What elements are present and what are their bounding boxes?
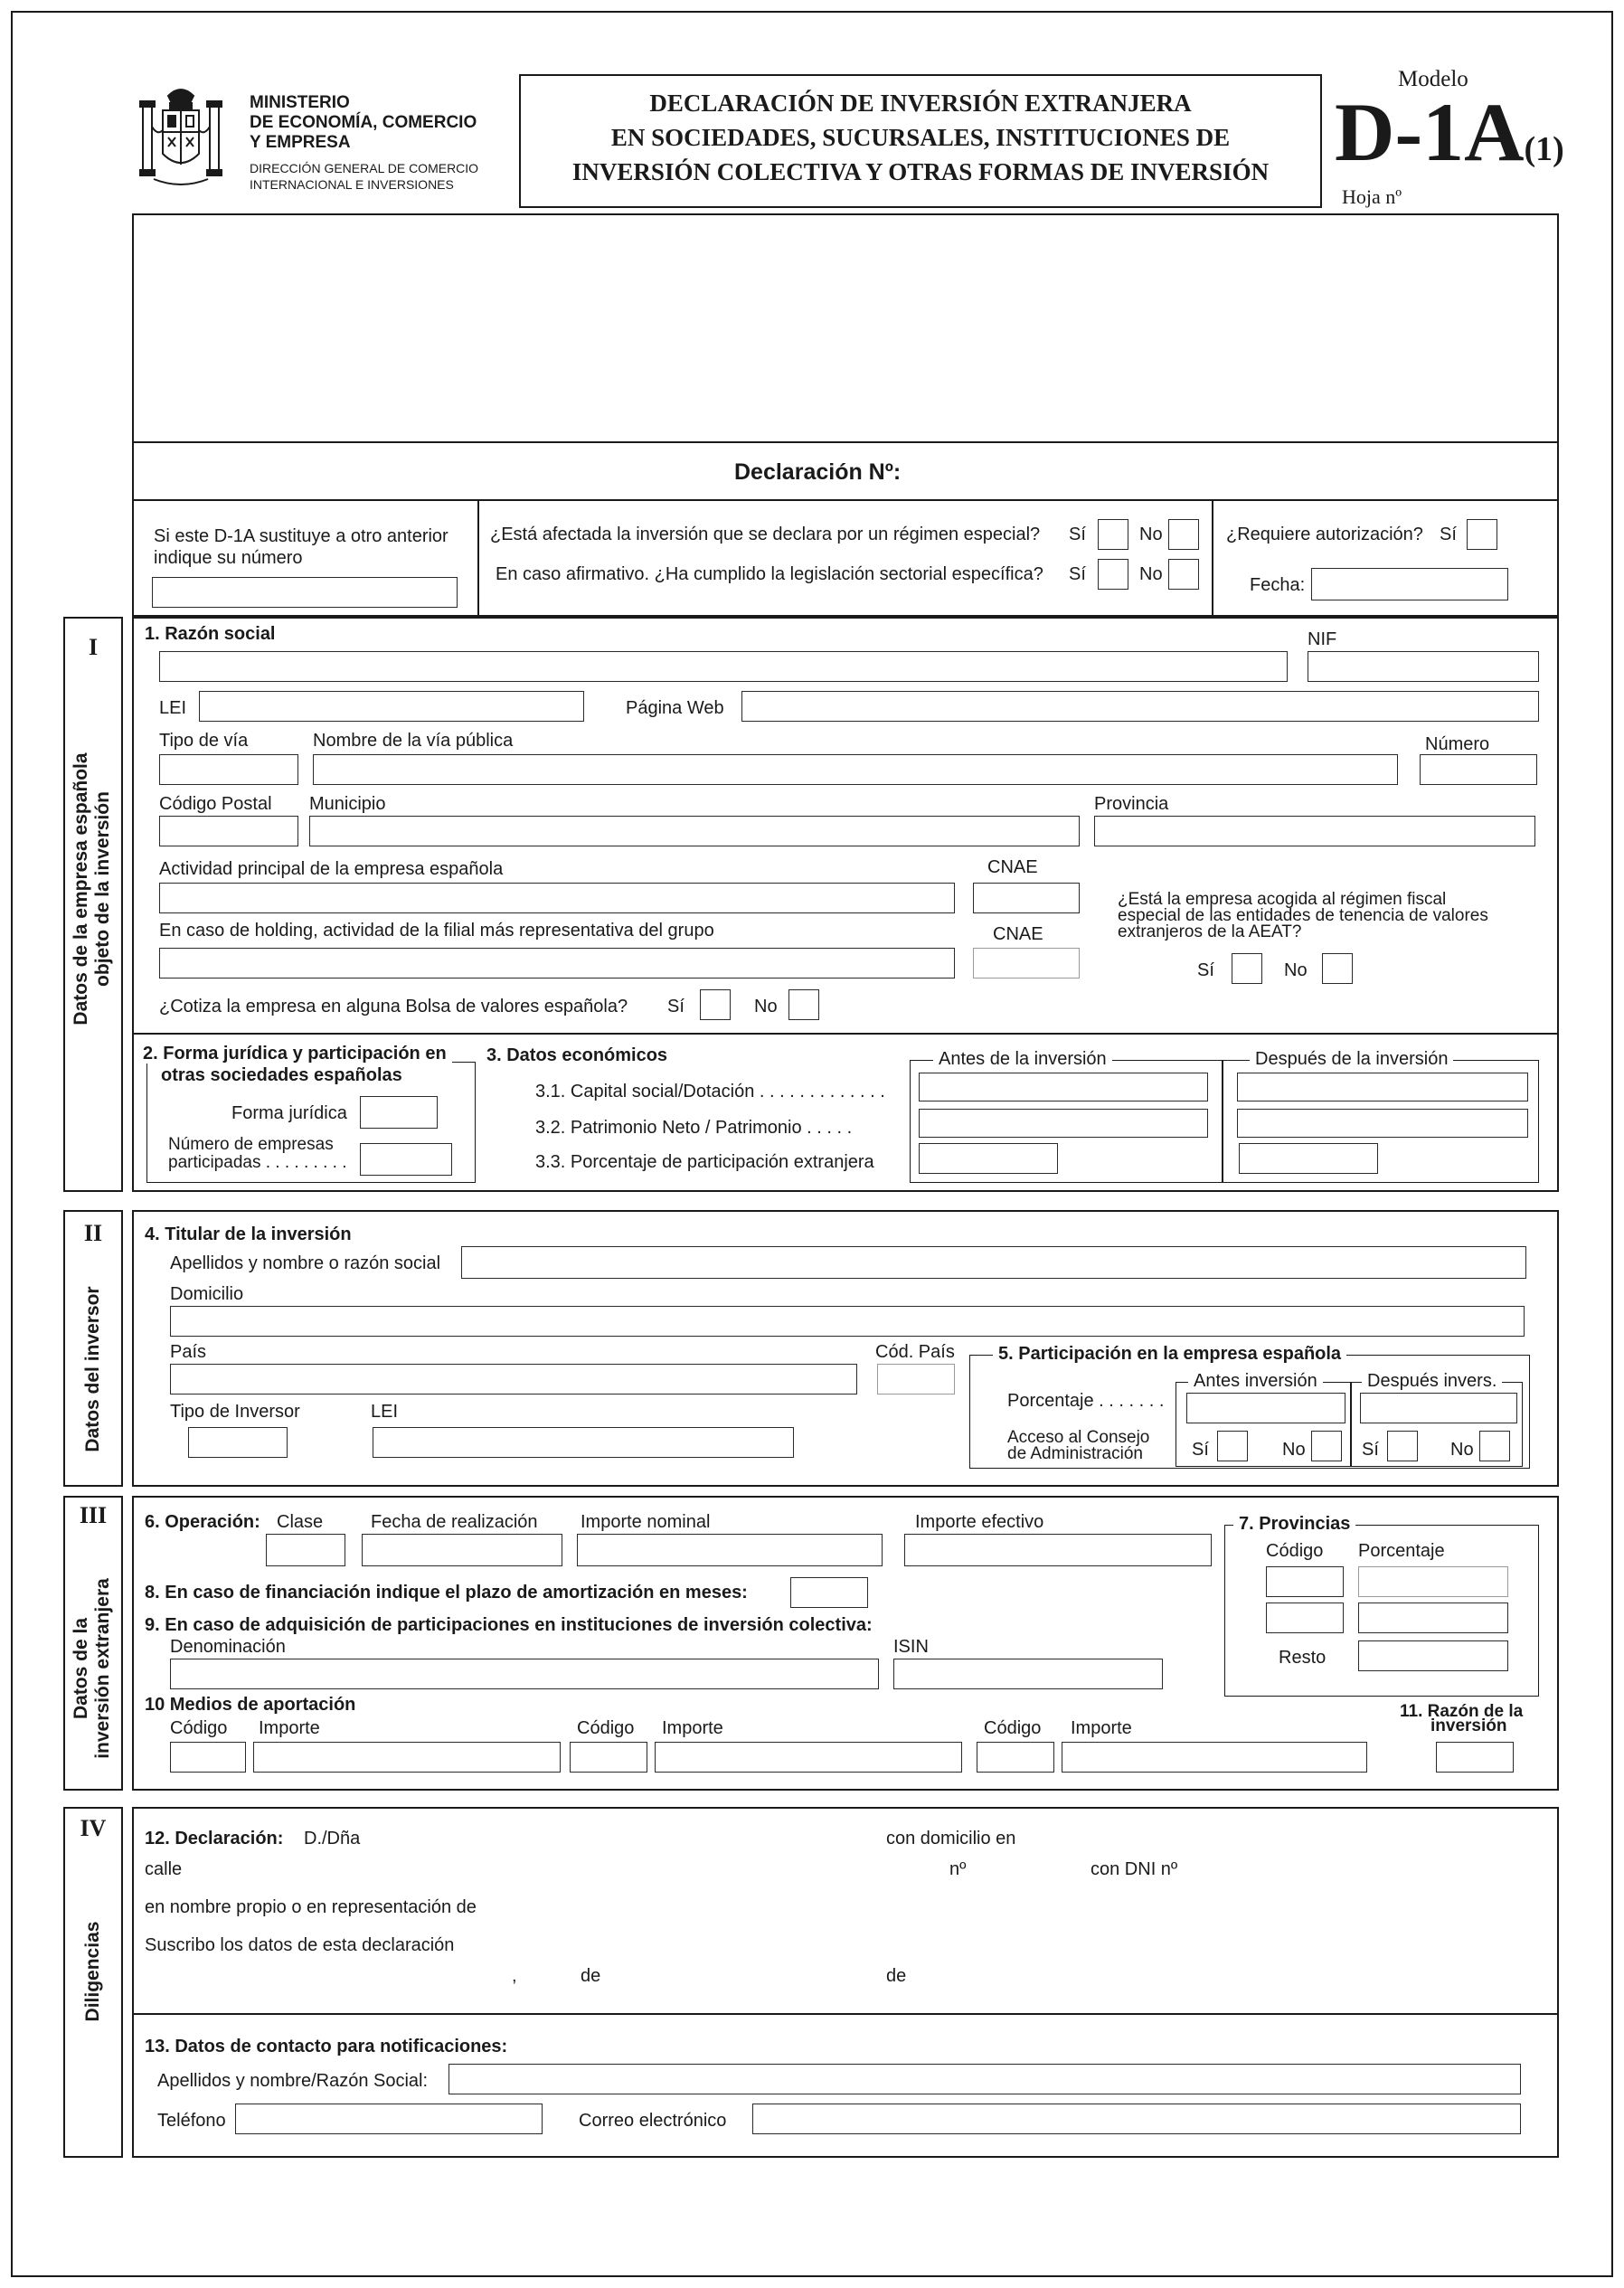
forma-title-1-text: 2. Forma jurídica y participación en	[143, 1044, 447, 1064]
legislacion-si-label: Sí	[1069, 564, 1086, 584]
autorizacion-si-label: Sí	[1440, 525, 1457, 544]
actividad-label: Actividad principal de la empresa española	[159, 859, 504, 879]
capital-antes-input[interactable]	[919, 1073, 1208, 1101]
legislacion-si-checkbox[interactable]	[1098, 559, 1128, 590]
provincia-1-porcentaje-input[interactable]	[1358, 1566, 1508, 1597]
medios-label: 10 Medios de aportación	[145, 1695, 356, 1715]
cotiza-label: ¿Cotiza la empresa en alguna Bolsa de valores española?	[159, 997, 628, 1016]
correo-label: Correo electrónico	[579, 2111, 727, 2131]
nombre-via-input[interactable]	[313, 754, 1398, 785]
medios-importe-3-label: Importe	[1071, 1718, 1132, 1738]
pais-label: País	[170, 1342, 207, 1362]
modelo-label: Modelo	[1398, 67, 1468, 91]
nif-input[interactable]	[1308, 651, 1539, 682]
suscribo-label: Suscribo los datos de esta declaración	[145, 1935, 455, 1955]
capital-label: 3.1. Capital social/Dotación . . . . . . . . . . . . .	[535, 1082, 885, 1101]
regimen-no-checkbox[interactable]	[1168, 519, 1199, 550]
acceso-antes-si-label: Sí	[1192, 1440, 1209, 1460]
top-block	[132, 213, 1559, 617]
tipo-via-label: Tipo de vía	[159, 731, 249, 751]
section-1-roman: I	[88, 634, 99, 660]
section-4-roman: IV	[80, 1815, 107, 1841]
representacion-label: en nombre propio o en representación de	[145, 1897, 477, 1917]
fecha-realizacion-label: Fecha de realización	[371, 1512, 538, 1532]
apellidos-label: Apellidos y nombre o razón social	[170, 1253, 441, 1273]
codigo-postal-label: Código Postal	[159, 794, 272, 814]
nif-label: NIF	[1308, 629, 1337, 649]
modelo-code-text: D-1A	[1335, 86, 1525, 178]
section-1-side-label-1: Datos de la empresa española	[71, 752, 91, 1026]
importe-nominal-input[interactable]	[577, 1534, 883, 1566]
razon-social-label: 1. Razón social	[145, 624, 276, 644]
con-domicilio-label: con domicilio en	[886, 1829, 1016, 1848]
patrimonio-label: 3.2. Patrimonio Neto / Patrimonio . . . . .	[535, 1118, 853, 1138]
provincias-legend: 7. Provincias	[1233, 1514, 1355, 1534]
sustituye-label-1: Si este D-1A sustituye a otro anterior	[154, 526, 448, 546]
medios-importe-2-input[interactable]	[655, 1742, 962, 1773]
lei-inversor-label: LEI	[371, 1402, 399, 1422]
form-title-line-1: DECLARACIÓN DE INVERSIÓN EXTRANJERA	[649, 90, 1192, 117]
modelo-note: (1)	[1524, 130, 1564, 168]
denominacion-label: Denominación	[170, 1637, 286, 1657]
section-4-side-label: Diligencias	[82, 1921, 103, 2022]
codigo-postal-input[interactable]	[159, 816, 298, 846]
legislacion-question: En caso afirmativo. ¿Ha cumplido la legislación sectorial específica?	[496, 564, 1043, 584]
resto-input[interactable]	[1358, 1640, 1508, 1671]
datos-economicos-label: 3. Datos económicos	[486, 1045, 668, 1065]
fecha-label: Fecha:	[1250, 575, 1306, 595]
acceso-label-2: de Administración	[1007, 1444, 1143, 1463]
provincia-input[interactable]	[1094, 816, 1535, 846]
acceso-label-1: Acceso al Consejo	[1007, 1428, 1150, 1447]
contacto-label: 13. Datos de contacto para notificaciones:	[145, 2037, 508, 2056]
acceso-antes-si-checkbox[interactable]	[1217, 1431, 1248, 1461]
participacion-antes-input[interactable]	[1186, 1393, 1345, 1423]
section-1-side-label	[71, 672, 116, 1106]
antes-legend: Antes de la inversión	[933, 1049, 1112, 1069]
cotiza-no-checkbox[interactable]	[788, 989, 819, 1020]
porcentaje-antes-input[interactable]	[919, 1143, 1058, 1174]
tipo-inversor-label: Tipo de Inversor	[170, 1402, 300, 1422]
dna-label: D./Dña	[304, 1829, 361, 1848]
despues-inversion-legend: Después invers.	[1362, 1371, 1502, 1391]
isin-label: ISIN	[893, 1637, 929, 1657]
telefono-label: Teléfono	[157, 2111, 226, 2131]
medios-importe-3-input[interactable]	[1062, 1742, 1367, 1773]
autorizacion-question: ¿Requiere autorización?	[1226, 525, 1423, 544]
calle-label: calle	[145, 1859, 183, 1879]
domicilio-label: Domicilio	[170, 1284, 244, 1304]
legislacion-no-label: No	[1139, 564, 1163, 584]
num-empresas-input[interactable]	[360, 1143, 452, 1176]
section-3-side-label-1: Datos de la	[71, 1617, 91, 1720]
razon-inversion-input[interactable]	[1436, 1742, 1514, 1773]
regimen-no-label: No	[1139, 525, 1163, 544]
importe-efectivo-input[interactable]	[904, 1534, 1212, 1566]
participacion-porcentaje-label: Porcentaje . . . . . . .	[1007, 1391, 1165, 1411]
regimen-fiscal-q-1: ¿Está la empresa acogida al régimen fiscal	[1118, 890, 1447, 909]
capital-despues-input[interactable]	[1237, 1073, 1528, 1101]
direction-name-2: INTERNACIONAL E INVERSIONES	[250, 177, 454, 192]
holding-input[interactable]	[159, 948, 955, 979]
ministry-name-2: DE ECONOMÍA, COMERCIO	[250, 113, 477, 132]
financiacion-label: 8. En caso de financiación indique el plazo de amortización en meses:	[145, 1583, 748, 1603]
regimen-si-label: Sí	[1069, 525, 1086, 544]
importe-nominal-label: Importe nominal	[581, 1512, 711, 1532]
fiscal-no-label: No	[1284, 960, 1308, 980]
num-label: nº	[949, 1859, 967, 1879]
cotiza-si-label: Sí	[667, 997, 685, 1016]
acceso-despues-no-checkbox[interactable]	[1479, 1431, 1510, 1461]
provincia-1-codigo-input[interactable]	[1266, 1566, 1344, 1597]
numero-label: Número	[1425, 734, 1490, 754]
medios-importe-1-input[interactable]	[253, 1742, 561, 1773]
acceso-despues-si-checkbox[interactable]	[1387, 1431, 1418, 1461]
date-de-1: de	[581, 1966, 601, 1986]
lei-input[interactable]	[199, 691, 584, 722]
patrimonio-despues-input[interactable]	[1237, 1109, 1528, 1138]
clase-label: Clase	[277, 1512, 324, 1532]
municipio-input[interactable]	[309, 816, 1080, 846]
municipio-label: Municipio	[309, 794, 386, 814]
holding-label: En caso de holding, actividad de la filial más representativa del grupo	[159, 921, 714, 941]
forma-title-2: otras sociedades españolas	[161, 1065, 402, 1085]
clase-input[interactable]	[266, 1534, 345, 1566]
cnae-holding-label: CNAE	[993, 924, 1043, 944]
fiscal-si-checkbox[interactable]	[1232, 953, 1262, 984]
fiscal-no-checkbox[interactable]	[1322, 953, 1353, 984]
acceso-antes-no-checkbox[interactable]	[1311, 1431, 1342, 1461]
medios-codigo-1-label: Código	[170, 1718, 228, 1738]
acceso-despues-si-label: Sí	[1362, 1440, 1379, 1460]
lei-label: LEI	[159, 698, 187, 718]
correo-input[interactable]	[752, 2104, 1521, 2134]
denominacion-input[interactable]	[170, 1659, 879, 1689]
titular-label: 4. Titular de la inversión	[145, 1224, 352, 1244]
sustituye-label-2: indique su número	[154, 548, 303, 568]
hoja-label: Hoja nº	[1342, 185, 1402, 208]
sustituye-number-input[interactable]	[152, 577, 458, 608]
resto-label: Resto	[1279, 1648, 1327, 1668]
razon-social-input[interactable]	[159, 651, 1288, 682]
adquisicion-label: 9. En caso de adquisición de participaciones en instituciones de inversión colectiva:	[145, 1615, 873, 1635]
section-3-roman: III	[79, 1502, 108, 1528]
domicilio-input[interactable]	[170, 1306, 1525, 1337]
provincia-label: Provincia	[1094, 794, 1169, 814]
antes-inversion-legend: Antes inversión	[1188, 1371, 1323, 1391]
tipo-inversor-input[interactable]	[188, 1427, 288, 1458]
isin-input[interactable]	[893, 1659, 1163, 1689]
modelo-code	[1335, 87, 1564, 194]
medios-importe-1-label: Importe	[259, 1718, 320, 1738]
financiacion-meses-input[interactable]	[790, 1577, 868, 1608]
razon-inversion-label-2: inversión	[1430, 1716, 1507, 1735]
provincias-porcentaje-label: Porcentaje	[1358, 1541, 1445, 1561]
form-title-line-3: INVERSIÓN COLECTIVA Y OTRAS FORMAS DE INVERSIÓN	[571, 158, 1270, 185]
pagina-web-input[interactable]	[741, 691, 1539, 722]
section-3-side-label-2: inversión extranjera	[92, 1578, 113, 1759]
num-empresas-label-1: Número de empresas	[168, 1135, 334, 1154]
declaracion-number-label: Declaración Nº:	[734, 459, 902, 485]
ministry-name-3: Y EMPRESA	[250, 133, 351, 152]
provincia-2-porcentaje-input[interactable]	[1358, 1603, 1508, 1633]
autorizacion-si-checkbox[interactable]	[1467, 519, 1497, 550]
importe-efectivo-label: Importe efectivo	[915, 1512, 1044, 1532]
razon-inversion-label-1: 11. Razón de la	[1400, 1702, 1524, 1721]
forma-juridica-label: Forma jurídica	[231, 1103, 347, 1123]
date-de-2: de	[886, 1966, 907, 1986]
porcentaje-despues-input[interactable]	[1239, 1143, 1378, 1174]
divider	[132, 441, 1559, 443]
cod-pais-input[interactable]	[877, 1364, 955, 1395]
direction-name-1: DIRECCIÓN GENERAL DE COMERCIO	[250, 161, 479, 175]
divider	[477, 499, 479, 617]
telefono-input[interactable]	[235, 2104, 543, 2134]
section-1-side-label-2: objeto de la inversión	[92, 791, 113, 987]
participacion-legend: 5. Participación en la empresa española	[993, 1344, 1346, 1364]
operacion-label: 6. Operación:	[145, 1512, 260, 1532]
date-comma: ,	[512, 1966, 517, 1986]
section-2-side-label: Datos del inversor	[82, 1286, 103, 1452]
ministry-name-1: MINISTERIO	[250, 93, 350, 112]
legislacion-no-checkbox[interactable]	[1168, 559, 1199, 590]
pais-input[interactable]	[170, 1364, 857, 1395]
regimen-question: ¿Está afectada la inversión que se declara por un régimen especial?	[490, 525, 1041, 544]
divider	[132, 2013, 1559, 2015]
acceso-antes-no-label: No	[1282, 1440, 1306, 1460]
section-3-side-label	[71, 1560, 116, 1777]
despues-legend: Después de la inversión	[1250, 1049, 1453, 1069]
divider	[132, 499, 1559, 501]
declaracion-12-label: 12. Declaración:	[145, 1829, 284, 1848]
tipo-via-input[interactable]	[159, 754, 298, 785]
forma-juridica-input[interactable]	[360, 1096, 438, 1129]
cotiza-no-label: No	[754, 997, 778, 1016]
pagina-web-label: Página Web	[626, 698, 724, 718]
provincias-codigo-label: Código	[1266, 1541, 1324, 1561]
cnae-label: CNAE	[987, 857, 1038, 877]
numero-input[interactable]	[1420, 754, 1537, 785]
regimen-fiscal-q-3: extranjeros de la AEAT?	[1118, 922, 1302, 941]
contacto-apellidos-input[interactable]	[448, 2064, 1521, 2094]
contacto-apellidos-label: Apellidos y nombre/Razón Social:	[157, 2071, 429, 2091]
medios-codigo-3-label: Código	[984, 1718, 1042, 1738]
cotiza-si-checkbox[interactable]	[700, 989, 731, 1020]
coat-of-arms-logo	[136, 83, 226, 194]
patrimonio-antes-input[interactable]	[919, 1109, 1208, 1138]
nombre-via-label: Nombre de la vía pública	[313, 731, 514, 751]
medios-codigo-2-input[interactable]	[570, 1742, 647, 1773]
porcentaje-label: 3.3. Porcentaje de participación extranjera	[535, 1152, 874, 1172]
fiscal-si-label: Sí	[1197, 960, 1214, 980]
fecha-input[interactable]	[1311, 568, 1508, 600]
regimen-fiscal-q-2: especial de las entidades de tenencia de valores	[1118, 906, 1488, 925]
lei-inversor-input[interactable]	[373, 1427, 794, 1458]
divider	[132, 1033, 1559, 1035]
fecha-realizacion-input[interactable]	[362, 1534, 562, 1566]
forma-title-1	[143, 1044, 452, 1064]
section-2-roman: II	[83, 1220, 103, 1246]
cnae-input[interactable]	[973, 883, 1080, 913]
apellidos-input[interactable]	[461, 1246, 1526, 1279]
acceso-despues-no-label: No	[1450, 1440, 1474, 1460]
dni-label: con DNI nº	[1091, 1859, 1178, 1879]
provincia-2-codigo-input[interactable]	[1266, 1603, 1344, 1633]
divider	[1212, 499, 1213, 617]
medios-codigo-3-input[interactable]	[977, 1742, 1054, 1773]
form-title-line-2: EN SOCIEDADES, SUCURSALES, INSTITUCIONES DE	[610, 124, 1231, 151]
cod-pais-label: Cód. País	[875, 1342, 955, 1362]
actividad-input[interactable]	[159, 883, 955, 913]
medios-importe-2-label: Importe	[662, 1718, 723, 1738]
medios-codigo-1-input[interactable]	[170, 1742, 246, 1773]
medios-codigo-2-label: Código	[577, 1718, 635, 1738]
regimen-si-checkbox[interactable]	[1098, 519, 1128, 550]
participacion-despues-input[interactable]	[1360, 1393, 1517, 1423]
cnae-holding-input[interactable]	[973, 948, 1080, 979]
num-empresas-label-2: participadas . . . . . . . . .	[168, 1153, 347, 1172]
